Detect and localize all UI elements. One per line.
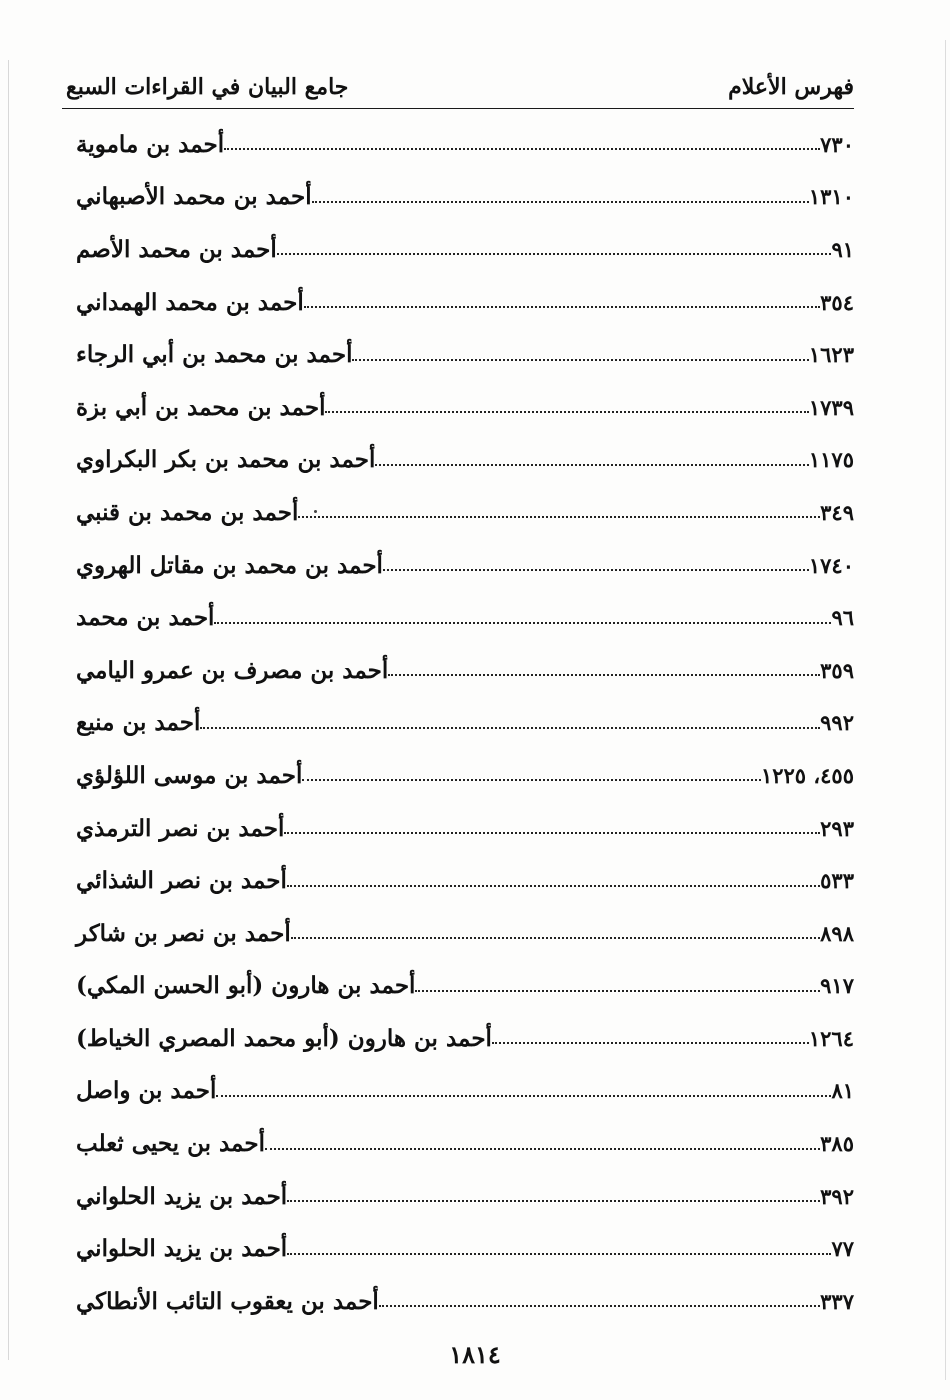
dot-leader xyxy=(216,1095,831,1097)
index-entry xyxy=(66,1222,854,1275)
entry-pages: ١١٧٥ xyxy=(808,447,854,473)
index-entry xyxy=(66,381,854,434)
dot-leader xyxy=(383,569,809,571)
entry-pages: ٥٣٣ xyxy=(820,868,854,894)
entry-name: أحمد بن محمد الهمداني xyxy=(76,288,304,316)
index-entry xyxy=(66,802,854,855)
index-entry xyxy=(66,1275,854,1328)
dot-leader xyxy=(375,464,808,466)
entry-pages: ٢٩٣ xyxy=(820,815,854,841)
entry-name: أحمد بن منيع xyxy=(76,709,201,737)
entry-pages: ٨١ xyxy=(831,1078,854,1104)
dot-leader xyxy=(379,1305,820,1307)
dot-leader xyxy=(284,832,820,834)
entry-name: أحمد بن واصل xyxy=(76,1077,217,1105)
entry-name: أحمد بن محمد بن مقاتل الهروي xyxy=(76,551,383,579)
entry-name: أحمد بن موسى اللؤلؤي xyxy=(76,761,303,789)
index-entry xyxy=(66,1065,854,1118)
running-header xyxy=(66,66,854,108)
entry-name: أحمد بن يزيد الحلواني xyxy=(76,1182,288,1210)
entry-name: أحمد بن محمد بن قنبي xyxy=(76,498,299,526)
index-entry xyxy=(66,907,854,960)
entry-name: أحمد بن يعقوب التائب الأنطاكي xyxy=(76,1287,379,1315)
entry-name: أحمد بن يزيد الحلواني xyxy=(76,1235,288,1263)
index-entry xyxy=(66,697,854,750)
dot-leader xyxy=(200,727,820,729)
header-book-title: جامع البيان في القراءات السبع xyxy=(66,74,349,100)
index-entry xyxy=(66,591,854,644)
entry-name: أحمد بن ماموية xyxy=(76,130,225,158)
index-entry xyxy=(66,854,854,907)
entry-pages: ٣٨٥ xyxy=(820,1131,854,1157)
entry-pages: ٧٣٠ xyxy=(820,131,854,157)
scan-speck xyxy=(314,510,317,513)
entry-name: أحمد بن نصر بن شاكر xyxy=(76,919,291,947)
dot-leader xyxy=(287,1200,820,1202)
entry-pages: ٩١ xyxy=(831,236,854,262)
entry-pages: ٨٩٨ xyxy=(820,920,854,946)
entry-pages: ٣٩٢ xyxy=(820,1183,854,1209)
entry-pages: ٣٥٤ xyxy=(820,289,854,315)
dot-leader xyxy=(277,253,832,255)
index-entry xyxy=(66,434,854,487)
entry-pages: ١٧٤٠ xyxy=(808,552,854,578)
index-entry xyxy=(66,1170,854,1223)
index-entry xyxy=(66,276,854,329)
entry-name: أحمد بن محمد بن أبي بزة xyxy=(76,393,326,421)
entry-pages: ٧٧ xyxy=(831,1236,854,1262)
index-entry xyxy=(66,539,854,592)
dot-leader xyxy=(291,937,820,939)
entry-pages: ٣٤٩ xyxy=(820,499,854,525)
header-rule xyxy=(62,108,854,109)
dot-leader xyxy=(265,1148,820,1150)
index-entry xyxy=(66,1012,854,1065)
entry-pages: ٩١٧ xyxy=(820,973,854,999)
index-entry xyxy=(66,1117,854,1170)
index-entry xyxy=(66,644,854,697)
entry-name: أحمد بن محمد الأصبهاني xyxy=(76,183,312,211)
entry-pages: ٣٥٩ xyxy=(820,657,854,683)
index-entry xyxy=(66,749,854,802)
entry-name: أحمد بن هارون (أبو محمد المصري الخياط) xyxy=(76,1024,492,1052)
dot-leader xyxy=(312,201,809,203)
entry-name: أحمد بن محمد xyxy=(76,604,215,632)
entry-pages: ١٣١٠ xyxy=(808,184,854,210)
dot-leader xyxy=(415,990,820,992)
dot-leader xyxy=(325,411,808,413)
index-entry xyxy=(66,223,854,276)
entry-pages: ١٦٢٣ xyxy=(808,342,854,368)
dot-leader xyxy=(352,359,808,361)
header-section-title: فهرس الأعلام xyxy=(728,74,854,100)
index-entry xyxy=(66,328,854,381)
dot-leader xyxy=(298,516,820,518)
entry-pages: ١٢٦٤ xyxy=(808,1025,854,1051)
dot-leader xyxy=(224,148,820,150)
dot-leader xyxy=(492,1042,809,1044)
entry-name: أحمد بن نصر الشذائي xyxy=(76,867,287,895)
scan-edge-left xyxy=(8,60,9,1360)
index-entry xyxy=(66,118,854,171)
dot-leader xyxy=(388,674,820,676)
entry-pages: ٣٣٧ xyxy=(820,1288,854,1314)
entry-name: أحمد بن نصر الترمذي xyxy=(76,814,285,842)
entry-pages: ١٧٣٩ xyxy=(808,394,854,420)
entry-pages: ٤٥٥، ١٢٢٥ xyxy=(760,762,854,788)
dot-leader xyxy=(304,306,820,308)
entry-pages: ٩٩٢ xyxy=(820,710,854,736)
index-entry xyxy=(66,960,854,1013)
index-entry-list xyxy=(66,118,854,1328)
scan-edge-right xyxy=(945,40,946,1380)
index-entry xyxy=(66,171,854,224)
entry-pages: ٩٦ xyxy=(831,605,854,631)
entry-name: أحمد بن مصرف بن عمرو اليامي xyxy=(76,656,389,684)
index-entry xyxy=(66,486,854,539)
entry-name: أحمد بن هارون (أبو الحسن المكي) xyxy=(76,972,416,1000)
entry-name: أحمد بن محمد بن بكر البكراوي xyxy=(76,446,376,474)
dot-leader xyxy=(214,622,831,624)
entry-name: أحمد بن محمد الأصم xyxy=(76,235,277,263)
dot-leader xyxy=(287,885,820,887)
entry-name: أحمد بن يحيى ثعلب xyxy=(76,1130,265,1158)
dot-leader xyxy=(287,1253,831,1255)
dot-leader xyxy=(302,779,761,781)
page-number: ١٨١٤ xyxy=(449,1340,501,1369)
entry-name: أحمد بن محمد بن أبي الرجاء xyxy=(76,341,353,369)
